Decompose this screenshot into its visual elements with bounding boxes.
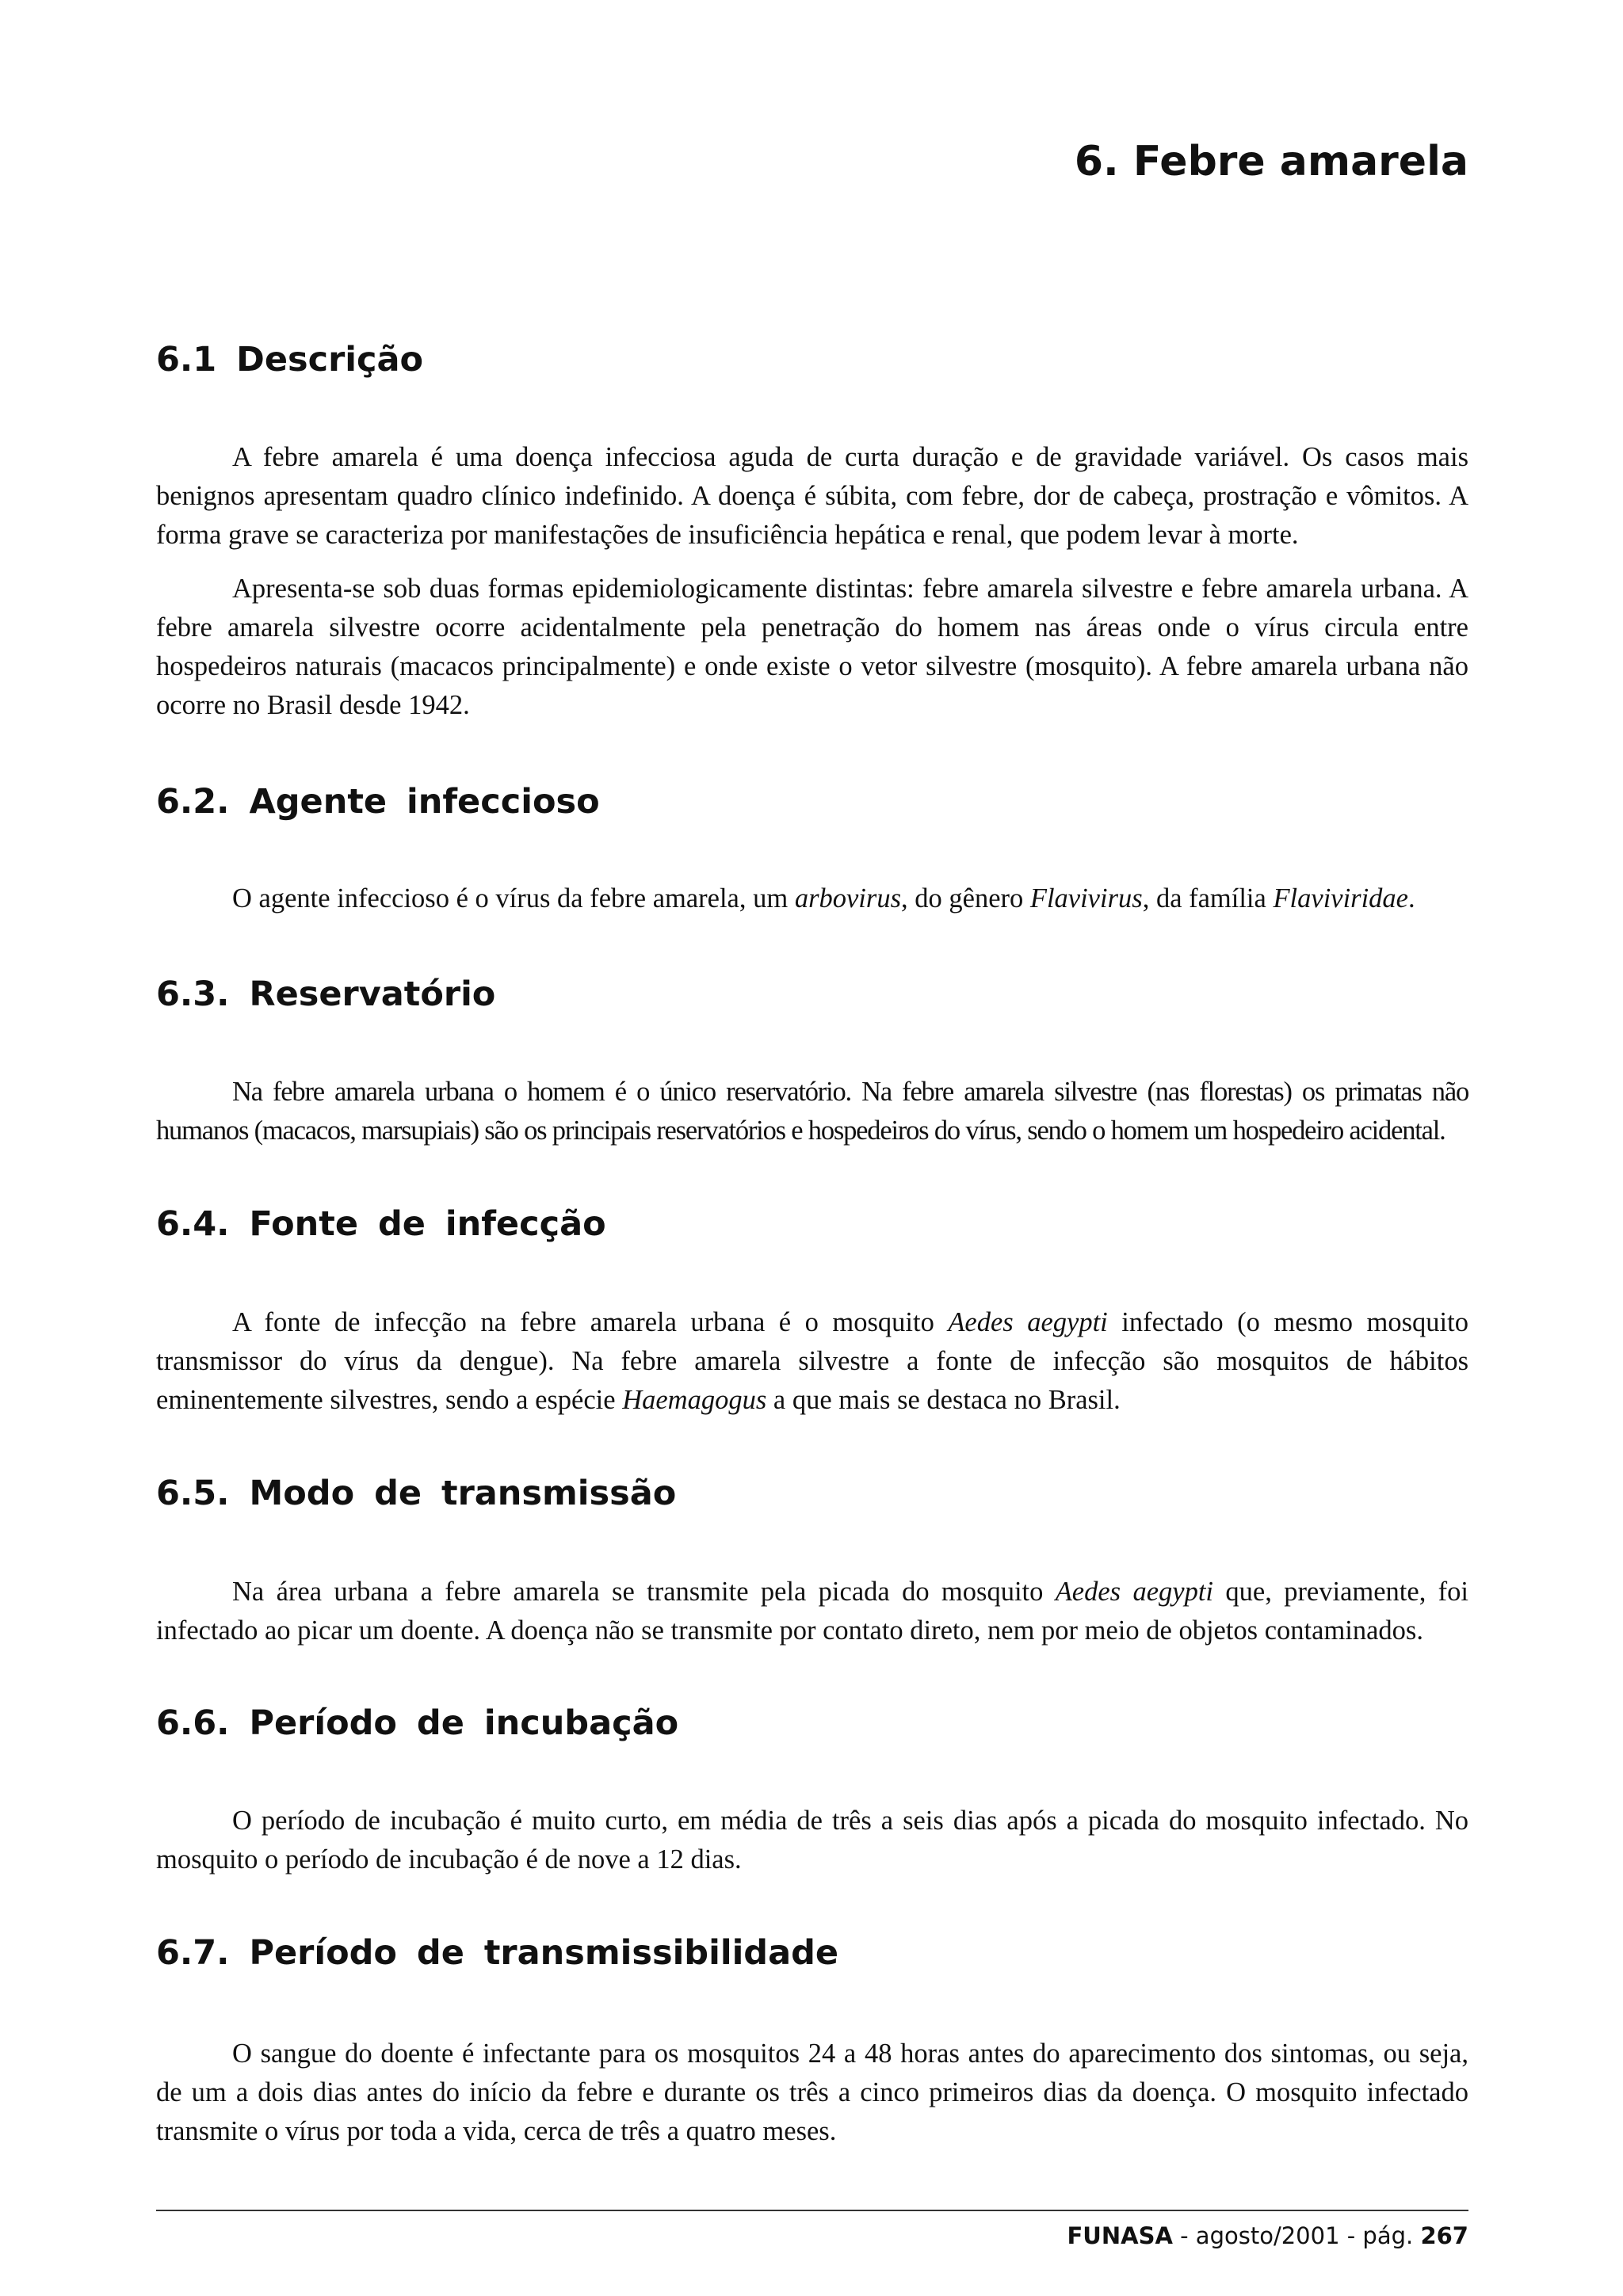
section-reservatorio-body [156,1073,1468,1150]
section-descricao-body [156,438,1468,725]
footer-divider [156,2210,1468,2211]
section-heading: 6.7. Período de transmissibilidade [156,1933,839,1973]
section-heading: 6.2. Agente infeccioso [156,782,600,822]
italic-term: Flavivirus [1029,883,1143,913]
footer-org: FUNASA [1067,2222,1173,2249]
paragraph: O período de incubação é muito curto, em média de três a seis dias após a picada do mosquito infectado. No mosquito o período de incubação é de nove a 12 dias. [156,1806,1468,1875]
section-reservatorio [156,971,1468,1017]
section-fonte-de-infeccao [156,1201,1468,1247]
section-modo-de-transmissao-body [156,1573,1468,1650]
paragraph: Na área urbana a febre amarela se transmite pela picada do mosquito Aedes aegypti que, previamente, foi infectado ao picar um doente. A doença não se transmite por contato direto, nem por meio de objetos contaminados. [156,1577,1469,1646]
section-periodo-de-transmissibilidade-body [156,2035,1468,2151]
section-agente-infeccioso [156,779,1468,825]
footer-date: - agosto/2001 - pág. [1172,2222,1421,2249]
italic-term: Haemagogus [622,1385,767,1415]
section-agente-infeccioso-body [156,879,1468,918]
paragraph: O agente infeccioso é o vírus da febre amarela, um arbovirus, do gênero Flavivirus, da família Flaviviridae. [232,883,1415,913]
paragraph: O sangue do doente é infectante para os mosquitos 24 a 48 horas antes do aparecimento dos sintomas, ou seja, de um a dois dias antes do início da febre e durante os três a cinco primeiros dias da doença. O mosquito infectado transmite o vírus por toda a vida, cerca de três a quatro meses. [156,2039,1468,2146]
section-heading: 6.6. Período de incubação [156,1703,679,1743]
page-number: 267 [1420,2222,1468,2249]
chapter-title: 6. Febre amarela [1074,138,1468,185]
paragraph: A febre amarela é uma doença infecciosa aguda de curta duração e de gravidade variável. Os casos mais benignos apresentam quadro clínico indefinido. A doença é súbita, com febre, dor de cabeça, prostração e vômitos. A forma grave se caracteriza por manifestações de insuficiência hepática e renal, que podem levar à morte. [156,442,1468,550]
italic-term: Flaviviridae [1273,883,1408,913]
section-periodo-de-transmissibilidade [156,1930,1468,1976]
section-heading: 6.4. Fonte de infecção [156,1204,606,1244]
paragraph: Na febre amarela urbana o homem é o único reservatório. Na febre amarela silvestre (nas florestas) os primatas não humanos (macacos, marsupiais) são os principais reservatórios e hospedeiros do vírus, sendo o homem um hospedeiro acidental. [156,1077,1468,1146]
section-descricao [156,337,1468,383]
italic-term: arbovirus [794,883,901,913]
section-heading: 6.5. Modo de transmissão [156,1474,677,1513]
italic-term: Aedes aegypti [948,1307,1108,1337]
section-periodo-de-incubacao-body [156,1802,1468,1879]
page-footer [1067,2220,1469,2252]
paragraph: Apresenta-se sob duas formas epidemiologicamente distintas: febre amarela silvestre e febre amarela urbana. A febre amarela silvestre ocorre acidentalmente pela penetração do homem nas áreas onde o vírus circula entre hospedeiros naturais (macacos principalmente) e onde existe o vetor silvestre (mosquito). A febre amarela urbana não ocorre no Brasil desde 1942. [156,574,1468,720]
section-periodo-de-incubacao [156,1700,1468,1746]
section-fonte-de-infeccao-body [156,1303,1468,1420]
section-modo-de-transmissao [156,1470,1468,1516]
italic-term: Aedes aegypti [1055,1577,1214,1607]
section-heading: 6.3. Reservatório [156,974,496,1014]
section-heading: 6.1 Descrição [156,340,424,379]
paragraph: A fonte de infecção na febre amarela urbana é o mosquito Aedes aegypti infectado (o mesmo mosquito transmissor do vírus da dengue). Na febre amarela silvestre a fonte de infecção são mosquitos de hábitos eminentemente silvestres, sendo a espécie Haemagogus a que mais se destaca no Brasil. [156,1307,1468,1415]
